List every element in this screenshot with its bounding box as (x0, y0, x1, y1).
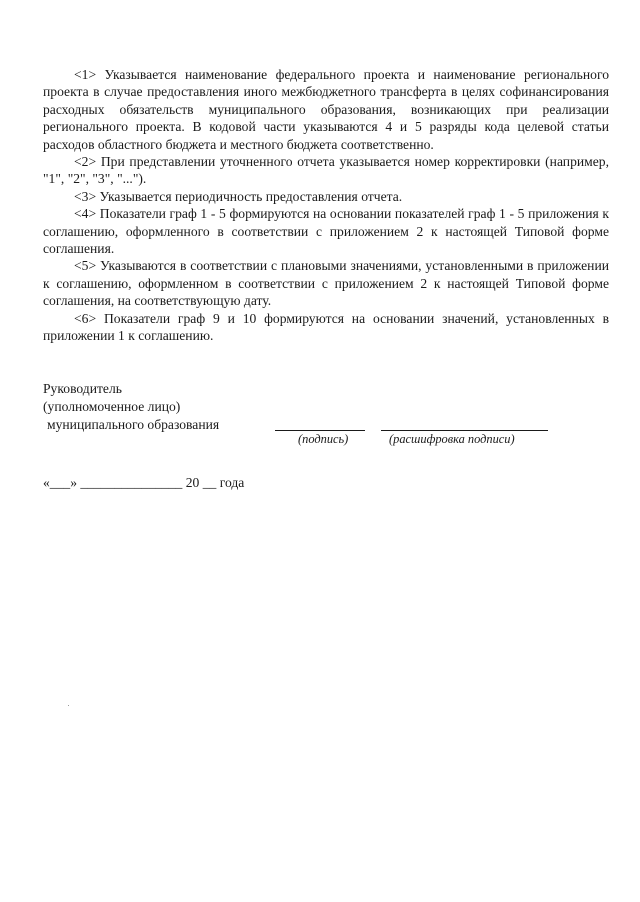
footnote-4: <4> Показатели граф 1 - 5 формируются на основании показателей граф 1 - 5 приложения к соглашению, оформленного в соответствии с приложением 2 к настоящей Типовой форме соглашения. (43, 206, 609, 257)
signature-caption: (подпись) (298, 432, 349, 446)
signatory-organization: муниципального образования (47, 417, 220, 432)
footnote-5: <5> Указываются в соответствии с плановыми значениями, установленными в приложении к соглашению, оформленном в соответствии с приложением 2 к настоящей Типовой форме соглашения, на соответствующую дату. (43, 258, 609, 309)
date-line: «___» _______________ 20 __ года (43, 475, 245, 490)
signatory-block (43, 380, 609, 434)
footnote-2: <2> При представлении уточненного отчета указывается номер корректировки (например, "1", "2", "3", "..."). (43, 154, 609, 187)
signatory-role-title: Руководитель (43, 381, 122, 396)
scan-speck (68, 705, 69, 706)
footnotes-section (43, 66, 609, 345)
footnote-6: <6> Показатели граф 9 и 10 формируются на основании значений, установленных в приложении 1 к соглашению. (43, 310, 609, 344)
footnote-1: <1> Указывается наименование федерального проекта и наименование регионального проекта в случае предоставления иного межбюджетного трансферта в целях софинансирования расходных обязательств муниципального образования, возникающих при реализации регионального проекта. В кодовой части указываются 4 и 5 разряды кода целевой статьи расходов областного бюджета и местного бюджета соответственно. (43, 67, 609, 152)
signatory-role-qualifier: (уполномоченное лицо) (43, 399, 181, 414)
signature-decoding-caption: (расшифровка подписи) (389, 432, 515, 446)
signature-decoding-line (381, 430, 548, 431)
signature-line (275, 430, 365, 431)
footnote-3: <3> Указывается периодичность предоставления отчета. (74, 188, 403, 204)
